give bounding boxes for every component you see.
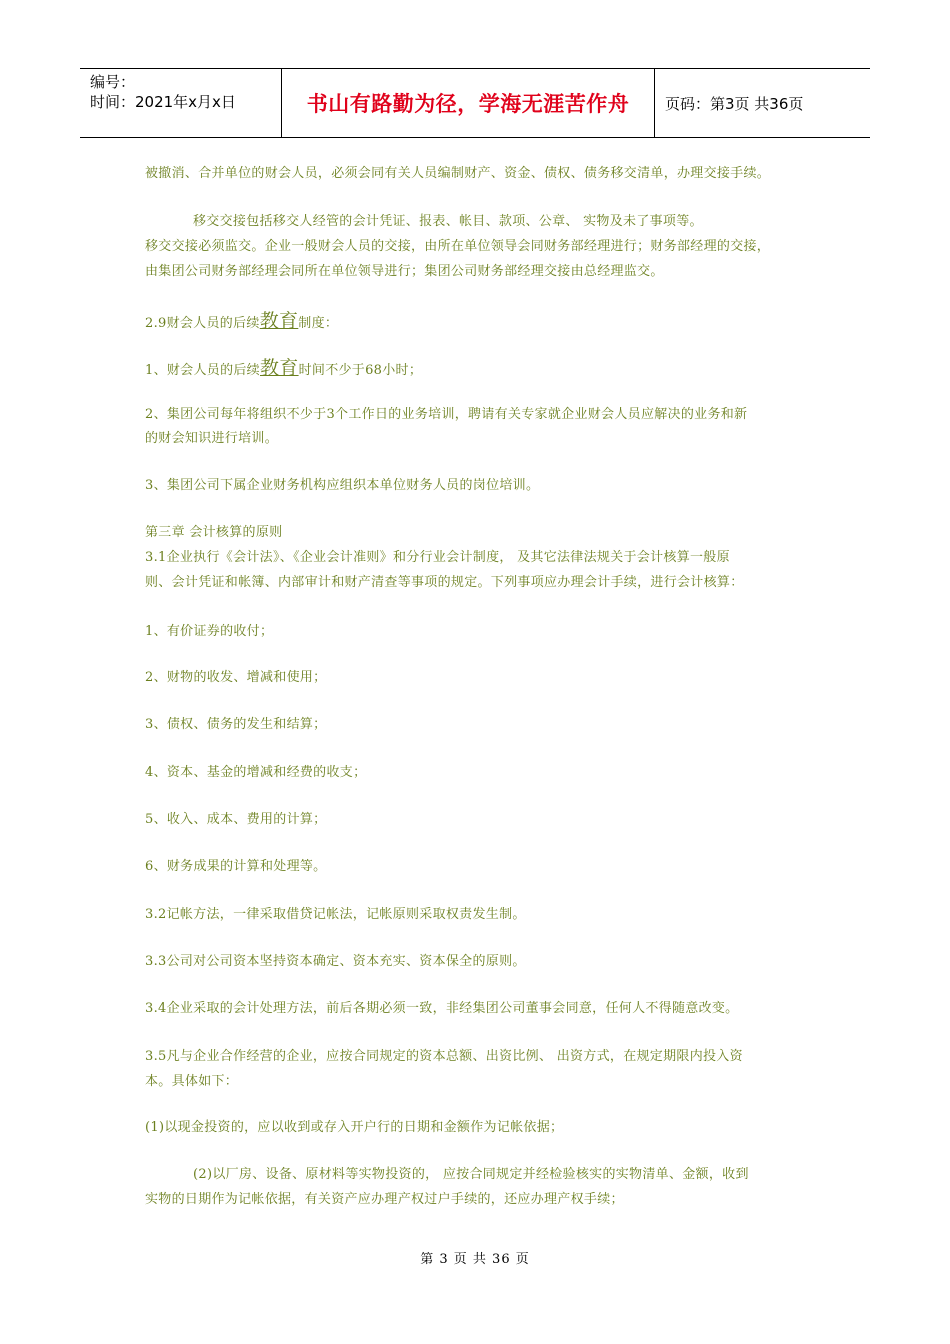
doc-number-label: 编号： bbox=[90, 73, 136, 91]
body-line: 2、集团公司每年将组织不少于3个工作日的业务培训，聘请有关专家就企业财会人员应解决的业务和新 bbox=[145, 407, 748, 422]
body-line: 的财会知识进行培训。 bbox=[145, 431, 279, 446]
list-item: 4、资本、基金的增减和经费的收支； bbox=[145, 765, 367, 780]
line-part: 制度： bbox=[298, 316, 339, 331]
body-line: 本。具体如下： bbox=[145, 1074, 239, 1089]
body-line: 3.3公司对公司资本坚持资本确定、资本充实、资本保全的原则。 bbox=[145, 954, 526, 969]
chapter-title: 第三章 会计核算的原则 bbox=[145, 525, 283, 540]
motto-text: 书山有路勤为径，学海无涯苦作舟 bbox=[306, 92, 630, 116]
body-line: 实物的日期作为记帐依据，有关资产应办理产权过户手续的，还应办理产权手续； bbox=[145, 1192, 624, 1207]
list-item: 2、财物的收发、增减和使用； bbox=[145, 670, 327, 685]
header-meta-cell bbox=[80, 69, 281, 137]
education-link-text: 教育 bbox=[259, 357, 299, 379]
body-line: 3、集团公司下属企业财务机构应组织本单位财务人员的岗位培训。 bbox=[145, 478, 540, 493]
section-heading bbox=[145, 306, 338, 333]
line-part: 1、财会人员的后续 bbox=[145, 363, 260, 378]
body-line bbox=[145, 353, 422, 380]
body-line: 被撤消、合并单位的财会人员，必须会同有关人员编制财产、资金、债权、债务移交清单，办理交接手续。 bbox=[145, 166, 771, 181]
body-line: 3.1企业执行《会计法》、《企业会计准则》和分行业会计制度， 及其它法律法规关于会计核算一般原 bbox=[145, 550, 730, 565]
education-link-text: 教育 bbox=[259, 310, 299, 332]
line-part: 2.9财会人员的后续 bbox=[145, 316, 260, 331]
body-line: 由集团公司财务部经理会同所在单位领导进行；集团公司财务部经理交接由总经理监交。 bbox=[145, 264, 664, 279]
header-page-cell bbox=[655, 69, 870, 137]
body-line: (1)以现金投资的，应以收到或存入开户行的日期和金额作为记帐依据； bbox=[145, 1120, 564, 1135]
list-item: 1、有价证券的收付； bbox=[145, 624, 274, 639]
body-line: 移交交接必须监交。企业一般财会人员的交接，由所在单位领导会同财务部经理进行；财务部经理的交接， bbox=[145, 239, 771, 254]
body-line: (2)以厂房、设备、原材料等实物投资的， 应按合同规定并经检验核实的实物清单、金额，收到 bbox=[193, 1167, 749, 1182]
doc-date-label: 时间：2021年x月x日 bbox=[90, 93, 236, 111]
list-item: 3、债权、债务的发生和结算； bbox=[145, 717, 327, 732]
body-line: 3.5凡与企业合作经营的企业，应按合同规定的资本总额、出资比例、 出资方式，在规定期限内投入资 bbox=[145, 1049, 743, 1064]
header-motto-cell bbox=[281, 69, 655, 137]
page-footer: 第 3 页 共 36 页 bbox=[420, 1252, 530, 1267]
body-line: 移交交接包括移交人经管的会计凭证、报表、帐目、款项、公章、 实物及未了事项等。 bbox=[193, 214, 703, 229]
page-header bbox=[80, 68, 870, 138]
list-item: 6、财务成果的计算和处理等。 bbox=[145, 859, 327, 874]
body-line: 3.2记帐方法，一律采取借贷记帐法，记帐原则采取权责发生制。 bbox=[145, 907, 526, 922]
line-part: 时间不少于68小时； bbox=[298, 363, 423, 378]
body-line: 则、会计凭证和帐簿、内部审计和财产清查等事项的规定。下列事项应办理会计手续，进行会计核算： bbox=[145, 575, 744, 590]
body-line: 3.4企业采取的会计处理方法，前后各期必须一致，非经集团公司董事会同意，任何人不得随意改变。 bbox=[145, 1001, 739, 1016]
header-page-label: 页码：第3页 共36页 bbox=[665, 94, 804, 113]
list-item: 5、收入、成本、费用的计算； bbox=[145, 812, 327, 827]
